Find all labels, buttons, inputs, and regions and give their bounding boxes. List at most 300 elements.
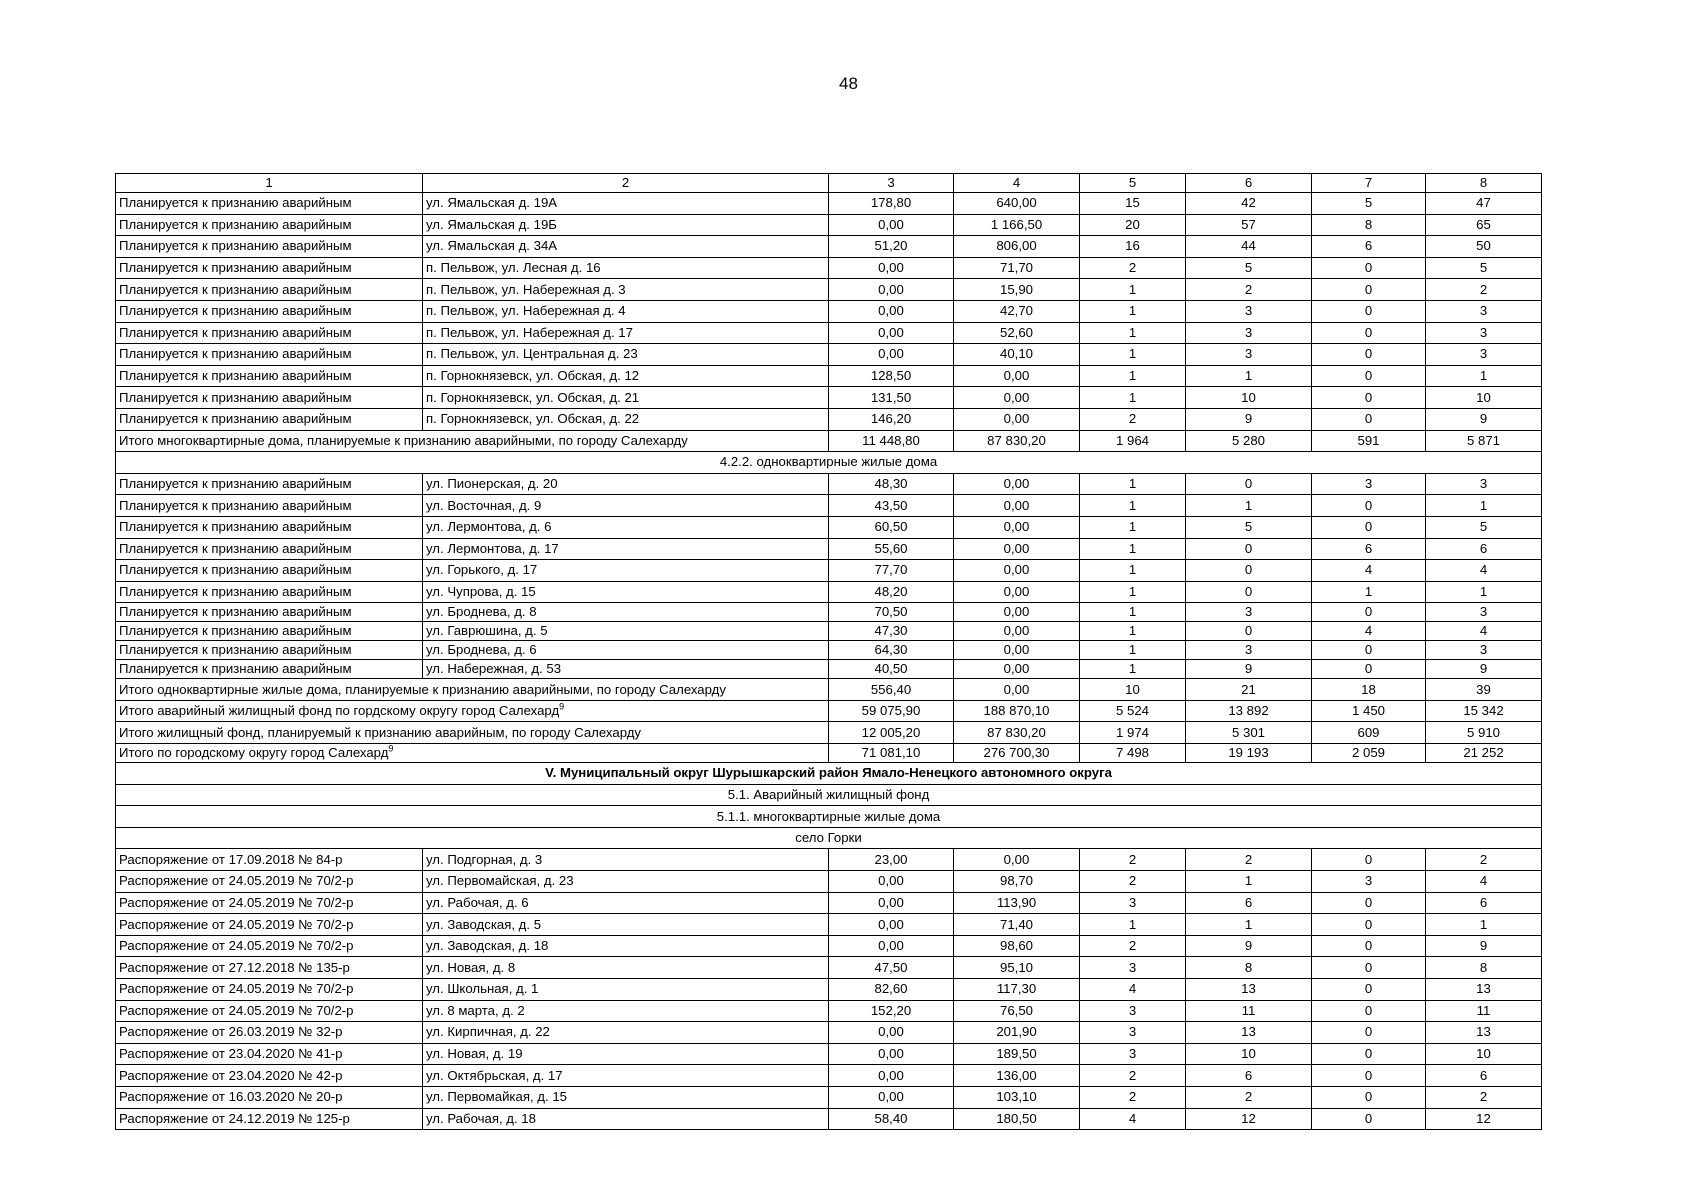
- section-heading-row: [116, 784, 1542, 806]
- value-cell-c8: 6: [1426, 1065, 1542, 1087]
- value-cell-c7: 0: [1312, 387, 1426, 409]
- value-cell-c7: 5: [1312, 193, 1426, 215]
- table-row: [116, 516, 1542, 538]
- value-cell-c5: 2: [1080, 935, 1186, 957]
- table-row: [116, 193, 1542, 215]
- value-cell-c8: 4: [1426, 871, 1542, 893]
- value-cell-c5: 1: [1080, 560, 1186, 582]
- total-row: [116, 679, 1542, 701]
- value-cell-c6: 2: [1186, 849, 1312, 871]
- value-cell-c3: 178,80: [829, 193, 954, 215]
- value-cell-c7: 8: [1312, 214, 1426, 236]
- value-cell-c8: 4: [1426, 560, 1542, 582]
- value-cell-c6: 3: [1186, 300, 1312, 322]
- table-row: [116, 892, 1542, 914]
- address-cell: ул. Ямальская д. 19Б: [423, 214, 829, 236]
- address-cell: ул. Кирпичная, д. 22: [423, 1022, 829, 1044]
- value-cell-c4: 76,50: [954, 1000, 1080, 1022]
- table-row: [116, 914, 1542, 936]
- value-cell-c4: 87 830,20: [954, 722, 1080, 744]
- value-cell-c7: 3: [1312, 871, 1426, 893]
- value-cell-c4: 0,00: [954, 516, 1080, 538]
- value-cell-c4: 42,70: [954, 300, 1080, 322]
- value-cell-c7: 0: [1312, 408, 1426, 430]
- value-cell-c4: 113,90: [954, 892, 1080, 914]
- address-cell: ул. Ямальская д. 19А: [423, 193, 829, 215]
- address-cell: ул. Октябрьская, д. 17: [423, 1065, 829, 1087]
- basis-cell: Распоряжение от 27.12.2018 № 135-р: [116, 957, 423, 979]
- table-row: [116, 603, 1542, 622]
- value-cell-c8: 2: [1426, 849, 1542, 871]
- value-cell-c5: 2: [1080, 257, 1186, 279]
- value-cell-c6: 57: [1186, 214, 1312, 236]
- total-row: [116, 700, 1542, 722]
- value-cell-c6: 5: [1186, 257, 1312, 279]
- value-cell-c8: 9: [1426, 660, 1542, 679]
- address-cell: ул. Рабочая, д. 18: [423, 1108, 829, 1130]
- value-cell-c5: 1: [1080, 538, 1186, 560]
- value-cell-c3: 0,00: [829, 1065, 954, 1087]
- total-row: [116, 430, 1542, 452]
- basis-cell: Распоряжение от 26.03.2019 № 32-р: [116, 1022, 423, 1044]
- value-cell-c8: 10: [1426, 1043, 1542, 1065]
- value-cell-c3: 152,20: [829, 1000, 954, 1022]
- section-heading: село Горки: [116, 827, 1542, 849]
- address-cell: ул. Новая, д. 8: [423, 957, 829, 979]
- address-cell: п. Пельвож, ул. Лесная д. 16: [423, 257, 829, 279]
- address-cell: ул. Подгорная, д. 3: [423, 849, 829, 871]
- value-cell-c3: 0,00: [829, 322, 954, 344]
- value-cell-c7: 1 450: [1312, 700, 1426, 722]
- footnote-marker: 9: [559, 701, 565, 712]
- address-cell: ул. Лермонтова, д. 17: [423, 538, 829, 560]
- value-cell-c8: 10: [1426, 387, 1542, 409]
- value-cell-c5: 1: [1080, 603, 1186, 622]
- value-cell-c6: 0: [1186, 622, 1312, 641]
- value-cell-c6: 0: [1186, 560, 1312, 582]
- value-cell-c5: 1: [1080, 387, 1186, 409]
- value-cell-c7: 0: [1312, 1022, 1426, 1044]
- basis-cell: Распоряжение от 17.09.2018 № 84-р: [116, 849, 423, 871]
- value-cell-c7: 18: [1312, 679, 1426, 701]
- value-cell-c3: 23,00: [829, 849, 954, 871]
- value-cell-c7: 0: [1312, 935, 1426, 957]
- basis-cell: Планируется к признанию аварийным: [116, 516, 423, 538]
- table-row: [116, 408, 1542, 430]
- value-cell-c4: 87 830,20: [954, 430, 1080, 452]
- value-cell-c5: 1: [1080, 344, 1186, 366]
- value-cell-c5: 1: [1080, 516, 1186, 538]
- address-cell: п. Горнокнязевск, ул. Обская, д. 12: [423, 365, 829, 387]
- table-row: [116, 641, 1542, 660]
- value-cell-c6: 9: [1186, 408, 1312, 430]
- value-cell-c8: 12: [1426, 1108, 1542, 1130]
- value-cell-c3: 0,00: [829, 300, 954, 322]
- basis-cell: Планируется к признанию аварийным: [116, 660, 423, 679]
- table-row: [116, 622, 1542, 641]
- value-cell-c4: 188 870,10: [954, 700, 1080, 722]
- value-cell-c4: 806,00: [954, 236, 1080, 258]
- value-cell-c7: 0: [1312, 603, 1426, 622]
- value-cell-c6: 0: [1186, 581, 1312, 603]
- address-cell: ул. Гаврюшина, д. 5: [423, 622, 829, 641]
- value-cell-c8: 13: [1426, 1022, 1542, 1044]
- table-row: [116, 1000, 1542, 1022]
- value-cell-c3: 146,20: [829, 408, 954, 430]
- value-cell-c4: 0,00: [954, 495, 1080, 517]
- table-row: [116, 979, 1542, 1001]
- value-cell-c7: 0: [1312, 1000, 1426, 1022]
- value-cell-c6: 6: [1186, 1065, 1312, 1087]
- value-cell-c8: 15 342: [1426, 700, 1542, 722]
- value-cell-c7: 3: [1312, 473, 1426, 495]
- table-row: [116, 279, 1542, 301]
- value-cell-c3: 55,60: [829, 538, 954, 560]
- value-cell-c5: 3: [1080, 1000, 1186, 1022]
- value-cell-c7: 1: [1312, 581, 1426, 603]
- value-cell-c6: 5: [1186, 516, 1312, 538]
- table-row: [116, 1043, 1542, 1065]
- value-cell-c6: 3: [1186, 641, 1312, 660]
- value-cell-c7: 0: [1312, 495, 1426, 517]
- value-cell-c8: 39: [1426, 679, 1542, 701]
- value-cell-c5: 3: [1080, 1022, 1186, 1044]
- table-row: [116, 236, 1542, 258]
- value-cell-c5: 4: [1080, 1108, 1186, 1130]
- value-cell-c6: 2: [1186, 1086, 1312, 1108]
- basis-cell: Планируется к признанию аварийным: [116, 214, 423, 236]
- value-cell-c6: 11: [1186, 1000, 1312, 1022]
- value-cell-c3: 131,50: [829, 387, 954, 409]
- value-cell-c6: 5 301: [1186, 722, 1312, 744]
- address-cell: ул. Чупрова, д. 15: [423, 581, 829, 603]
- value-cell-c3: 128,50: [829, 365, 954, 387]
- value-cell-c4: 0,00: [954, 387, 1080, 409]
- value-cell-c8: 9: [1426, 408, 1542, 430]
- total-label-text: Итого одноквартирные жилые дома, планируемые к признанию аварийными, по городу Салехарду: [119, 681, 726, 697]
- value-cell-c4: 71,40: [954, 914, 1080, 936]
- table-row: [116, 473, 1542, 495]
- value-cell-c4: 0,00: [954, 473, 1080, 495]
- table-row: [116, 1022, 1542, 1044]
- footnote-marker: 9: [388, 743, 394, 754]
- value-cell-c7: 0: [1312, 257, 1426, 279]
- value-cell-c8: 3: [1426, 641, 1542, 660]
- section-heading-row: [116, 806, 1542, 828]
- table-row: [116, 214, 1542, 236]
- value-cell-c3: 48,30: [829, 473, 954, 495]
- value-cell-c8: 5: [1426, 257, 1542, 279]
- value-cell-c8: 6: [1426, 892, 1542, 914]
- value-cell-c7: 0: [1312, 344, 1426, 366]
- value-cell-c4: 0,00: [954, 849, 1080, 871]
- value-cell-c5: 10: [1080, 679, 1186, 701]
- value-cell-c3: 70,50: [829, 603, 954, 622]
- value-cell-c8: 11: [1426, 1000, 1542, 1022]
- table-row: [116, 365, 1542, 387]
- value-cell-c7: 0: [1312, 516, 1426, 538]
- value-cell-c5: 1: [1080, 300, 1186, 322]
- address-cell: ул. Первомайкая, д. 15: [423, 1086, 829, 1108]
- value-cell-c6: 19 193: [1186, 744, 1312, 763]
- value-cell-c4: 0,00: [954, 560, 1080, 582]
- value-cell-c6: 42: [1186, 193, 1312, 215]
- total-label-text: Итого жилищный фонд, планируемый к признанию аварийным, по городу Салехарду: [119, 724, 642, 740]
- value-cell-c5: 1: [1080, 473, 1186, 495]
- basis-cell: Распоряжение от 24.05.2019 № 70/2-р: [116, 935, 423, 957]
- table-body: [116, 193, 1542, 1130]
- value-cell-c4: 117,30: [954, 979, 1080, 1001]
- value-cell-c8: 9: [1426, 935, 1542, 957]
- value-cell-c8: 3: [1426, 322, 1542, 344]
- value-cell-c6: 12: [1186, 1108, 1312, 1130]
- value-cell-c6: 3: [1186, 603, 1312, 622]
- value-cell-c4: 640,00: [954, 193, 1080, 215]
- table-row: [116, 322, 1542, 344]
- section-heading-row: [116, 452, 1542, 474]
- basis-cell: Планируется к признанию аварийным: [116, 538, 423, 560]
- value-cell-c5: 2: [1080, 849, 1186, 871]
- basis-cell: Распоряжение от 23.04.2020 № 41-р: [116, 1043, 423, 1065]
- value-cell-c6: 9: [1186, 935, 1312, 957]
- basis-cell: Планируется к признанию аварийным: [116, 279, 423, 301]
- section-heading: 5.1. Аварийный жилищный фонд: [116, 784, 1542, 806]
- value-cell-c4: 180,50: [954, 1108, 1080, 1130]
- value-cell-c4: 0,00: [954, 603, 1080, 622]
- value-cell-c8: 4: [1426, 622, 1542, 641]
- column-number: 1: [116, 174, 423, 193]
- value-cell-c8: 21 252: [1426, 744, 1542, 763]
- total-label-text: Итого многоквартирные дома, планируемые к признанию аварийными, по городу Салехарду: [119, 432, 688, 448]
- value-cell-c4: 276 700,30: [954, 744, 1080, 763]
- value-cell-c3: 11 448,80: [829, 430, 954, 452]
- value-cell-c3: 0,00: [829, 935, 954, 957]
- value-cell-c7: 591: [1312, 430, 1426, 452]
- table-row: [116, 257, 1542, 279]
- value-cell-c4: 52,60: [954, 322, 1080, 344]
- basis-cell: Планируется к признанию аварийным: [116, 344, 423, 366]
- value-cell-c5: 20: [1080, 214, 1186, 236]
- value-cell-c7: 0: [1312, 1043, 1426, 1065]
- value-cell-c7: 4: [1312, 622, 1426, 641]
- value-cell-c7: 4: [1312, 560, 1426, 582]
- value-cell-c4: 0,00: [954, 641, 1080, 660]
- value-cell-c7: 6: [1312, 538, 1426, 560]
- total-label-text: Итого по городскому округу город Салехард: [119, 745, 389, 761]
- total-label: [116, 679, 829, 701]
- table-row: [116, 660, 1542, 679]
- section-heading: 5.1.1. многоквартирные жилые дома: [116, 806, 1542, 828]
- value-cell-c5: 16: [1080, 236, 1186, 258]
- value-cell-c6: 2: [1186, 279, 1312, 301]
- value-cell-c5: 1: [1080, 914, 1186, 936]
- value-cell-c8: 2: [1426, 1086, 1542, 1108]
- value-cell-c6: 21: [1186, 679, 1312, 701]
- section-heading-row: [116, 827, 1542, 849]
- address-cell: ул. Броднева, д. 6: [423, 641, 829, 660]
- basis-cell: Планируется к признанию аварийным: [116, 408, 423, 430]
- value-cell-c6: 3: [1186, 322, 1312, 344]
- address-cell: ул. Набережная, д. 53: [423, 660, 829, 679]
- value-cell-c6: 6: [1186, 892, 1312, 914]
- value-cell-c4: 98,70: [954, 871, 1080, 893]
- table-row: [116, 849, 1542, 871]
- total-label: [116, 722, 829, 744]
- value-cell-c6: 13: [1186, 1022, 1312, 1044]
- page-number: 48: [839, 74, 858, 93]
- basis-cell: Планируется к признанию аварийным: [116, 495, 423, 517]
- value-cell-c6: 10: [1186, 1043, 1312, 1065]
- table-row: [116, 581, 1542, 603]
- table-row: [116, 935, 1542, 957]
- table-row: [116, 1108, 1542, 1130]
- basis-cell: Планируется к признанию аварийным: [116, 641, 423, 660]
- value-cell-c8: 47: [1426, 193, 1542, 215]
- value-cell-c6: 0: [1186, 473, 1312, 495]
- value-cell-c3: 48,20: [829, 581, 954, 603]
- value-cell-c7: 0: [1312, 365, 1426, 387]
- value-cell-c8: 5 871: [1426, 430, 1542, 452]
- value-cell-c4: 0,00: [954, 679, 1080, 701]
- value-cell-c7: 0: [1312, 1108, 1426, 1130]
- address-cell: ул. Рабочая, д. 6: [423, 892, 829, 914]
- value-cell-c6: 0: [1186, 538, 1312, 560]
- value-cell-c4: 0,00: [954, 408, 1080, 430]
- value-cell-c5: 2: [1080, 1086, 1186, 1108]
- value-cell-c3: 0,00: [829, 279, 954, 301]
- value-cell-c3: 556,40: [829, 679, 954, 701]
- value-cell-c8: 3: [1426, 300, 1542, 322]
- value-cell-c8: 8: [1426, 957, 1542, 979]
- value-cell-c4: 189,50: [954, 1043, 1080, 1065]
- value-cell-c6: 13: [1186, 979, 1312, 1001]
- value-cell-c5: 1: [1080, 581, 1186, 603]
- value-cell-c5: 4: [1080, 979, 1186, 1001]
- value-cell-c3: 0,00: [829, 257, 954, 279]
- table-row: [116, 1065, 1542, 1087]
- value-cell-c4: 103,10: [954, 1086, 1080, 1108]
- basis-cell: Планируется к признанию аварийным: [116, 193, 423, 215]
- value-cell-c7: 609: [1312, 722, 1426, 744]
- value-cell-c6: 10: [1186, 387, 1312, 409]
- value-cell-c7: 0: [1312, 300, 1426, 322]
- value-cell-c3: 0,00: [829, 1086, 954, 1108]
- address-cell: п. Пельвож, ул. Набережная д. 4: [423, 300, 829, 322]
- value-cell-c3: 0,00: [829, 214, 954, 236]
- value-cell-c6: 1: [1186, 914, 1312, 936]
- value-cell-c3: 0,00: [829, 871, 954, 893]
- value-cell-c3: 82,60: [829, 979, 954, 1001]
- value-cell-c4: 0,00: [954, 365, 1080, 387]
- value-cell-c4: 136,00: [954, 1065, 1080, 1087]
- table-row: [116, 538, 1542, 560]
- value-cell-c7: 0: [1312, 1086, 1426, 1108]
- value-cell-c5: 15: [1080, 193, 1186, 215]
- table-row: [116, 1086, 1542, 1108]
- value-cell-c4: 1 166,50: [954, 214, 1080, 236]
- value-cell-c3: 71 081,10: [829, 744, 954, 763]
- total-label: [116, 700, 829, 722]
- value-cell-c3: 0,00: [829, 1043, 954, 1065]
- column-number: 4: [954, 174, 1080, 193]
- column-number: 2: [423, 174, 829, 193]
- value-cell-c6: 9: [1186, 660, 1312, 679]
- total-label: [116, 430, 829, 452]
- table-row: [116, 344, 1542, 366]
- housing-fund-table: [115, 173, 1542, 1130]
- value-cell-c3: 77,70: [829, 560, 954, 582]
- value-cell-c7: 0: [1312, 279, 1426, 301]
- value-cell-c7: 0: [1312, 957, 1426, 979]
- value-cell-c3: 0,00: [829, 344, 954, 366]
- value-cell-c7: 0: [1312, 641, 1426, 660]
- value-cell-c6: 1: [1186, 365, 1312, 387]
- value-cell-c8: 6: [1426, 538, 1542, 560]
- value-cell-c4: 0,00: [954, 622, 1080, 641]
- basis-cell: Распоряжение от 24.05.2019 № 70/2-р: [116, 1000, 423, 1022]
- address-cell: ул. Заводская, д. 5: [423, 914, 829, 936]
- table-row: [116, 300, 1542, 322]
- address-cell: п. Горнокнязевск, ул. Обская, д. 22: [423, 408, 829, 430]
- basis-cell: Распоряжение от 23.04.2020 № 42-р: [116, 1065, 423, 1087]
- basis-cell: Планируется к признанию аварийным: [116, 387, 423, 409]
- value-cell-c8: 3: [1426, 603, 1542, 622]
- value-cell-c8: 5 910: [1426, 722, 1542, 744]
- table-row: [116, 495, 1542, 517]
- column-number: 6: [1186, 174, 1312, 193]
- value-cell-c8: 1: [1426, 365, 1542, 387]
- basis-cell: Распоряжение от 16.03.2020 № 20-р: [116, 1086, 423, 1108]
- value-cell-c7: 0: [1312, 892, 1426, 914]
- value-cell-c8: 50: [1426, 236, 1542, 258]
- value-cell-c5: 1: [1080, 279, 1186, 301]
- value-cell-c3: 47,30: [829, 622, 954, 641]
- column-number: 3: [829, 174, 954, 193]
- total-row: [116, 722, 1542, 744]
- value-cell-c4: 98,60: [954, 935, 1080, 957]
- value-cell-c6: 13 892: [1186, 700, 1312, 722]
- value-cell-c6: 44: [1186, 236, 1312, 258]
- value-cell-c3: 0,00: [829, 914, 954, 936]
- value-cell-c7: 0: [1312, 914, 1426, 936]
- address-cell: ул. Пионерская, д. 20: [423, 473, 829, 495]
- value-cell-c4: 0,00: [954, 660, 1080, 679]
- value-cell-c8: 1: [1426, 495, 1542, 517]
- basis-cell: Распоряжение от 24.05.2019 № 70/2-р: [116, 914, 423, 936]
- address-cell: п. Горнокнязевск, ул. Обская, д. 21: [423, 387, 829, 409]
- value-cell-c8: 3: [1426, 344, 1542, 366]
- value-cell-c5: 3: [1080, 1043, 1186, 1065]
- basis-cell: Планируется к признанию аварийным: [116, 236, 423, 258]
- total-label: [116, 744, 829, 763]
- value-cell-c5: 1 964: [1080, 430, 1186, 452]
- value-cell-c4: 0,00: [954, 538, 1080, 560]
- address-cell: п. Пельвож, ул. Набережная д. 3: [423, 279, 829, 301]
- value-cell-c5: 2: [1080, 1065, 1186, 1087]
- value-cell-c6: 1: [1186, 495, 1312, 517]
- basis-cell: Распоряжение от 24.05.2019 № 70/2-р: [116, 892, 423, 914]
- value-cell-c7: 0: [1312, 979, 1426, 1001]
- value-cell-c8: 1: [1426, 581, 1542, 603]
- value-cell-c8: 3: [1426, 473, 1542, 495]
- table-row: [116, 560, 1542, 582]
- value-cell-c5: 1 974: [1080, 722, 1186, 744]
- value-cell-c3: 58,40: [829, 1108, 954, 1130]
- value-cell-c3: 0,00: [829, 892, 954, 914]
- basis-cell: Распоряжение от 24.05.2019 № 70/2-р: [116, 871, 423, 893]
- basis-cell: Планируется к признанию аварийным: [116, 365, 423, 387]
- value-cell-c4: 95,10: [954, 957, 1080, 979]
